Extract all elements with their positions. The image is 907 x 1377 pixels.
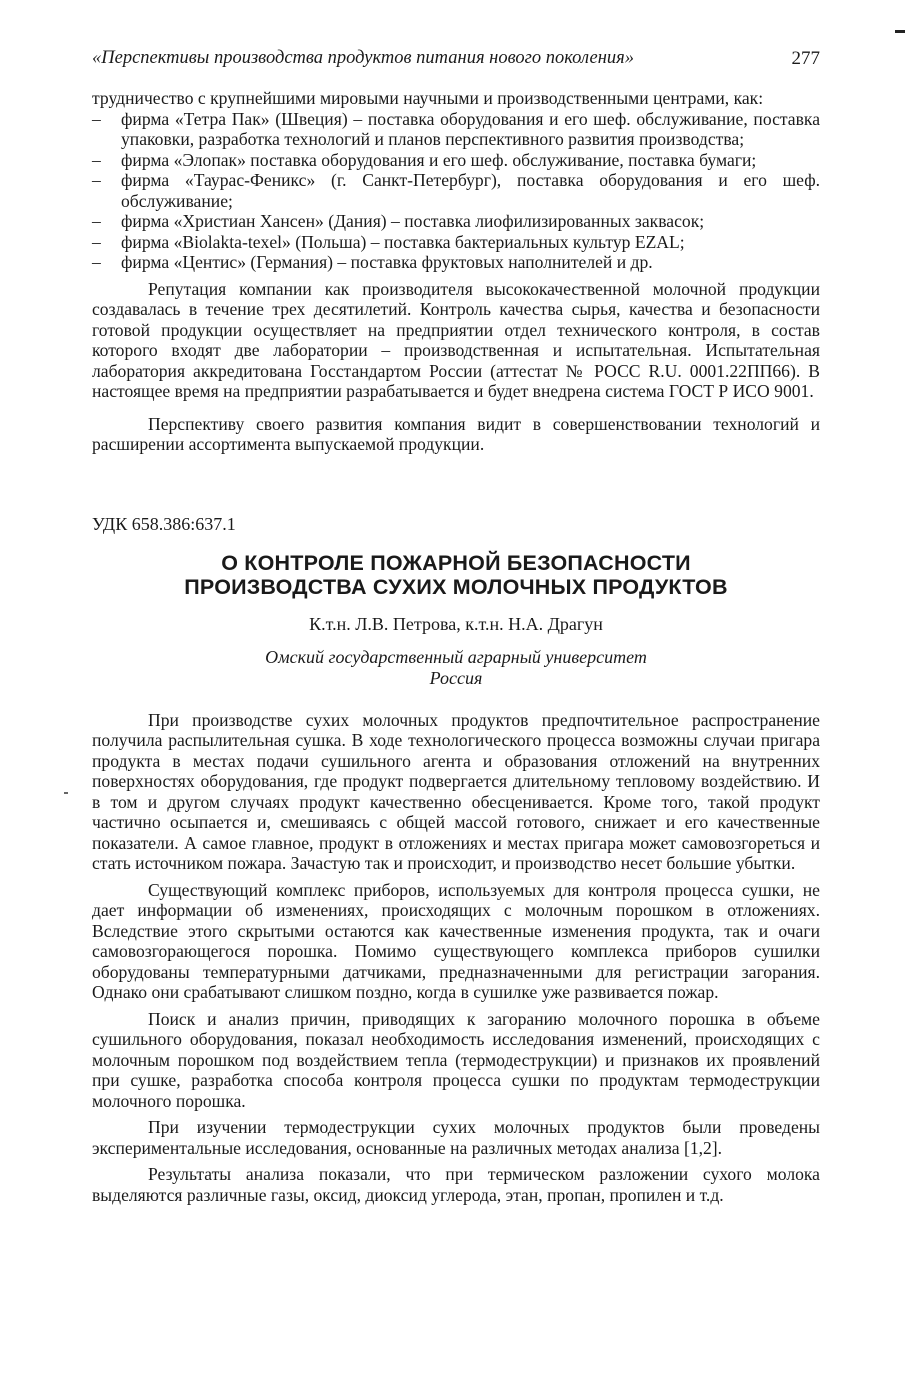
body-paragraph: Результаты анализа показали, что при термическом разложении сухого молока выделяются различные газы, оксид, диоксид углерода, этан, пропан, пропилен и т.д. xyxy=(92,1164,820,1205)
list-item-text: фирма «Biolakta-texel» (Польша) – поставка бактериальных культур EZAL; xyxy=(121,231,685,252)
firm-list xyxy=(92,109,820,273)
page-number: 277 xyxy=(791,48,820,69)
body-paragraph: Поиск и анализ причин, приводящих к загоранию молочного порошка в объеме сушильного оборудования, показал необходимость исследования изменений, происходящих с молочным порошком под воздействием тепла (термодеструкции) и признаков их проявлений при сушке, разработка способа контроля процесса сушки по продуктам термодеструкции молочного порошка. xyxy=(92,1008,820,1111)
list-item xyxy=(92,232,820,253)
list-item-text: фирма «Тетра Пак» (Швеция) – поставка оборудования и его шеф. обслуживание, поставка упаковки, разработка технологий и планов перспективного развития производства; xyxy=(121,108,820,149)
list-item xyxy=(92,150,820,171)
scan-margin-mark xyxy=(64,792,68,794)
list-item xyxy=(92,211,820,232)
list-item-text: фирма «Христиан Хансен» (Дания) – поставка лиофилизированных заквасок; xyxy=(121,211,705,231)
udk-code: УДК 658.386:637.1 xyxy=(92,513,236,534)
scan-corner-mark xyxy=(895,30,905,33)
document-page xyxy=(92,48,820,1205)
list-dash: – xyxy=(92,149,101,170)
intro-paragraph: трудничество с крупнейшими мировыми научными и производственными центрами, как: xyxy=(92,88,764,108)
article-authors: К.т.н. Л.В. Петрова, к.т.н. Н.А. Драгун xyxy=(309,613,603,634)
affiliation-name: Омский государственный аграрный университет xyxy=(265,646,647,667)
article-title-line: О КОНТРОЛЕ ПОЖАРНОЙ БЕЗОПАСНОСТИ xyxy=(221,550,691,575)
list-dash: – xyxy=(92,170,101,190)
list-dash: – xyxy=(92,108,101,129)
running-header xyxy=(92,48,820,76)
article-title xyxy=(92,551,820,599)
body-paragraph: При производстве сухих молочных продуктов предпочтительное распространение получила распылительная сушка. В ходе технологического процесса возможны случаи пригара продукта в местах подачи сушильного агента и образования отложений на внутренних поверхностях оборудования, где продукт подвергается длительному тепловому воздействию. И в том и другом случаях продукт качественно обесценивается. Кроме того, такой продукт частично осыпается и, смешиваясь с общей массой готового, снижает и его качественные показатели. А самое главное, продукт в отложениях и местах пригара может самовозгореться и стать источником пожара. Зачастую так и происходит, и производство несет большие убытки. xyxy=(92,709,820,873)
reputation-paragraph: Репутация компании как производителя высококачественной молочной продукции создавалась в течение трех десятилетий. Контроль качества сырья, качества и безопасности готовой продукции осуществляет на предприятии отдел технического контроля, в состав которого входят две лаборатории – производственная и испытательная. Испытательная лаборатория аккредитована Госстандартом России (аттестат № РОСС R.U. 0001.22ПП66). В настоящее время на предприятии разрабатывается и будет внедрена система ГОСТ Р ИСО 9001. xyxy=(92,278,820,401)
body-paragraph: Существующий комплекс приборов, используемых для контроля процесса сушки, не дает информации об изменениях, происходящих с молочным порошком в отложениях. Вследствие этого скрытыми остаются как качественные изменения продукта, так и очаги самовозгорающегося порошка. Помимо существующего комплекса приборов сушилки оборудованы температурными датчиками, предназначенными для регистрации загорания. Однако они срабатывают слишком поздно, когда в сушилке уже развивается пожар. xyxy=(92,879,820,1002)
perspective-paragraph: Перспективу своего развития компания видит в совершенствовании технологий и расширении ассортимента выпускаемой продукции. xyxy=(92,413,820,454)
affiliation-country: Россия xyxy=(429,667,483,688)
list-dash: – xyxy=(92,252,101,272)
list-item-text: фирма «Таурас-Феникс» (г. Санкт-Петербург), поставка оборудования и его шеф. обслуживание; xyxy=(121,170,820,211)
running-title: «Перспективы производства продуктов питания нового поколения» xyxy=(92,48,634,68)
article-affiliation xyxy=(92,647,820,689)
list-item xyxy=(92,170,820,211)
list-dash: – xyxy=(92,211,101,231)
list-dash: – xyxy=(92,231,101,252)
article-title-line: ПРОИЗВОДСТВА СУХИХ МОЛОЧНЫХ ПРОДУКТОВ xyxy=(184,574,728,599)
body-paragraph: При изучении термодеструкции сухих молочных продуктов были проведены экспериментальные исследования, основанные на различных методах анализа [1,2]. xyxy=(92,1117,820,1158)
list-item-text: фирма «Элопак» поставка оборудования и его шеф. обслуживание, поставка бумаги; xyxy=(121,149,757,170)
list-item xyxy=(92,252,820,273)
list-item-text: фирма «Центис» (Германия) – поставка фруктовых наполнителей и др. xyxy=(121,252,653,272)
list-item xyxy=(92,109,820,150)
